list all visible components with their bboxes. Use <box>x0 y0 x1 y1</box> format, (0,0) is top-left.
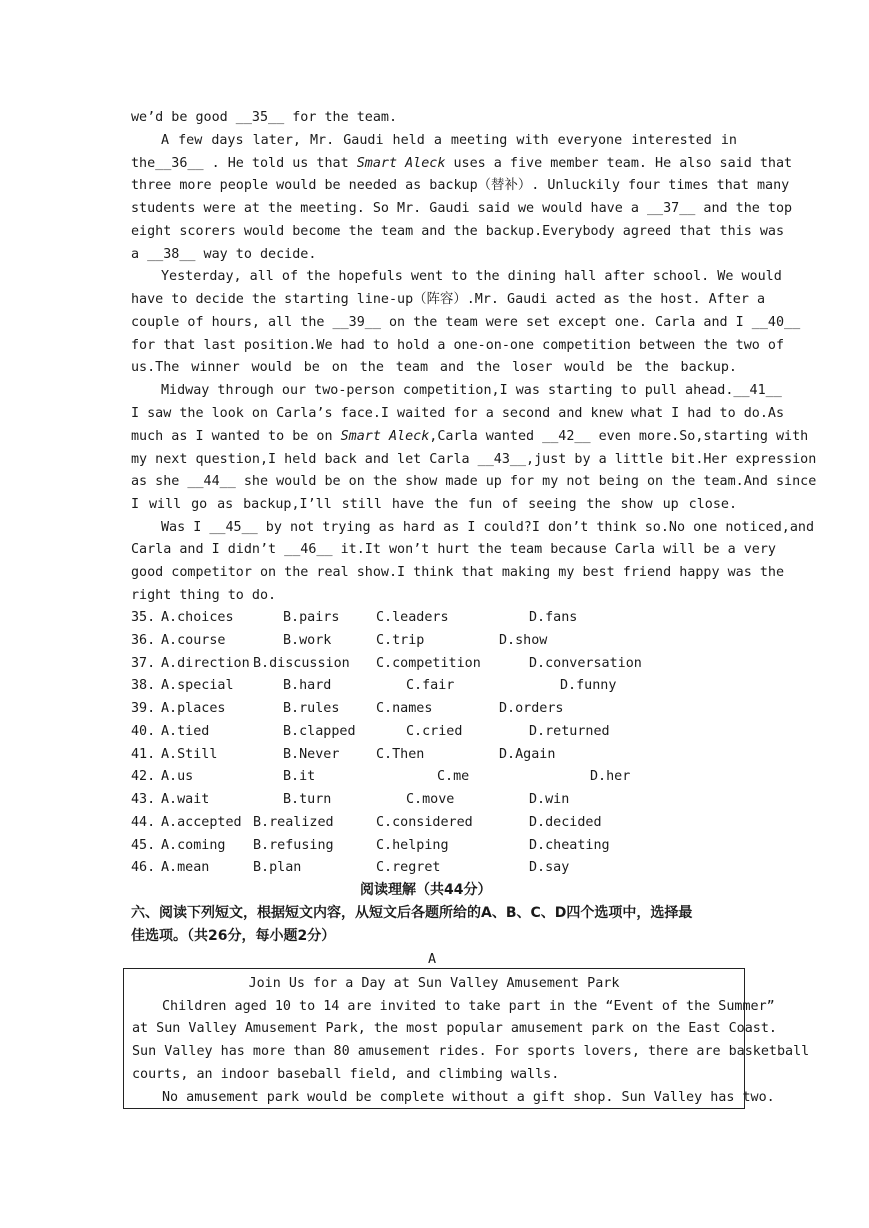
option-d: D.conversation <box>529 655 642 671</box>
option-d: D.win <box>529 792 570 807</box>
question-row <box>131 632 751 650</box>
question-number: 35. <box>131 610 156 625</box>
option-a: A.course <box>161 632 226 648</box>
passage-line: A few days later, Mr. Gaudi held a meeting with everyone interested in <box>161 133 737 148</box>
option-a: A.wait <box>161 792 210 807</box>
article-line: Children aged 10 to 14 are invited to take part in the “Event of the Summer” <box>162 999 775 1014</box>
section-instruction: 佳选项。（共26分，每小题2分） <box>131 928 336 944</box>
question-number: 38. <box>131 678 156 694</box>
option-d: D.returned <box>529 723 610 739</box>
option-b: B.refusing <box>253 837 334 853</box>
option-a: A.places <box>161 701 226 716</box>
option-c: C.competition <box>376 655 481 671</box>
option-a: A.accepted <box>161 814 242 830</box>
option-c: C.considered <box>376 814 473 830</box>
passage-line: much as I wanted to be on Smart Aleck,Carla wanted __42__ even more.So,starting with <box>131 429 809 444</box>
option-c: C.leaders <box>376 610 449 625</box>
option-b: B.hard <box>283 678 332 694</box>
passage-line: my next question,I held back and let Carla __43__,just by a little bit.Her expression <box>131 452 817 467</box>
question-row <box>131 791 751 809</box>
option-a: A.Still <box>161 746 218 762</box>
option-c: C.trip <box>376 632 425 648</box>
option-a: A.coming <box>161 837 226 853</box>
option-b: B.discussion <box>253 655 350 671</box>
option-b: B.pairs <box>283 610 340 625</box>
passage-line: eight scorers would become the team and the backup.Everybody agreed that this was <box>131 224 785 239</box>
passage-line: the__36__ . He told us that Smart Aleck uses a five member team. He also said that <box>131 156 793 171</box>
option-d: D.fans <box>529 610 578 625</box>
option-a: A.choices <box>161 610 234 625</box>
option-c: C.fair <box>406 678 455 694</box>
question-number: 45. <box>131 837 156 853</box>
passage-line: Carla and I didn’t __46__ it.It won’t hurt the team because Carla will be a very <box>131 542 776 557</box>
option-d: D.cheating <box>529 837 610 853</box>
option-d: D.orders <box>499 701 564 716</box>
passage-line: students were at the meeting. So Mr. Gaudi said we would have a __37__ and the top <box>131 201 793 216</box>
option-b: B.plan <box>253 860 302 876</box>
question-row <box>131 814 751 832</box>
option-c: C.me <box>437 769 470 785</box>
option-b: B.Never <box>283 746 340 762</box>
option-d: D.decided <box>529 814 602 830</box>
question-row <box>131 746 751 764</box>
passage-line: couple of hours, all the __39__ on the team were set except one. Carla and I __40__ <box>131 315 801 330</box>
passage-line: as she __44__ she would be on the show made up for my not being on the team.And since <box>131 474 817 489</box>
passage-line: right thing to do. <box>131 588 277 603</box>
question-row <box>131 723 751 741</box>
passage-line: three more people would be needed as backup（替补）. Unluckily four times that many <box>131 178 790 193</box>
article-line: courts, an indoor baseball field, and climbing walls. <box>132 1067 560 1082</box>
option-c: C.regret <box>376 860 441 876</box>
option-d: D.funny <box>560 678 617 694</box>
option-b: B.clapped <box>283 723 356 739</box>
option-c: C.cried <box>406 723 463 739</box>
option-c: C.move <box>406 792 455 807</box>
question-number: 43. <box>131 792 156 807</box>
passage-line: I saw the look on Carla’s face.I waited for a second and knew what I had to do.As <box>131 406 785 421</box>
question-number: 44. <box>131 814 156 830</box>
option-c: C.Then <box>376 746 425 762</box>
passage-letter: A <box>428 952 437 967</box>
question-row <box>131 609 751 627</box>
article-box <box>123 968 810 1109</box>
option-d: D.her <box>590 769 631 785</box>
option-c: C.names <box>376 701 433 716</box>
article-title: Join Us for a Day at Sun Valley Amusement Park <box>248 976 620 991</box>
question-row <box>131 768 751 786</box>
option-b: B.realized <box>253 814 334 830</box>
question-number: 42. <box>131 769 156 785</box>
question-number: 41. <box>131 746 156 762</box>
article-line: No amusement park would be complete without a gift shop. Sun Valley has two. <box>162 1090 775 1105</box>
passage-line: for that last position.We had to hold a one-on-one competition between the two of <box>131 338 785 353</box>
option-a: A.special <box>161 678 234 694</box>
passage-line: a __38__ way to decide. <box>131 247 317 262</box>
option-a: A.us <box>161 769 194 785</box>
passage-line: I will go as backup,I’ll still have the fun of seeing the show up close. <box>131 497 737 512</box>
question-number: 39. <box>131 701 156 716</box>
option-a: A.direction <box>161 655 250 671</box>
option-d: D.Again <box>499 746 556 762</box>
show-title-italic: Smart Aleck <box>356 156 446 171</box>
question-row <box>131 837 751 855</box>
article-line: at Sun Valley Amusement Park, the most popular amusement park on the East Coast. <box>132 1021 777 1036</box>
option-b: B.rules <box>283 701 340 716</box>
question-row <box>131 677 751 695</box>
option-b: B.work <box>283 632 332 648</box>
section-instruction: 六、阅读下列短文，根据短文内容，从短文后各题所给的A、B、C、D四个选项中，选择最 <box>131 905 693 921</box>
option-b: B.it <box>283 769 316 785</box>
question-row <box>131 859 751 877</box>
passage-line: good competitor on the real show.I think that making my best friend happy was the <box>131 565 785 580</box>
article-line: Sun Valley has more than 80 amusement rides. For sports lovers, there are basketball <box>132 1044 810 1059</box>
question-number: 37. <box>131 655 156 671</box>
passage-line: we’d be good __35__ for the team. <box>131 110 398 125</box>
option-c: C.helping <box>376 837 449 853</box>
section-title: 阅读理解（共44分） <box>360 882 492 898</box>
passage-line: Midway through our two-person competition,I was starting to pull ahead.__41__ <box>161 383 782 398</box>
question-number: 46. <box>131 860 156 876</box>
question-number: 36. <box>131 632 156 648</box>
passage-line: Yesterday, all of the hopefuls went to the dining hall after school. We would <box>161 269 782 284</box>
question-number: 40. <box>131 723 156 739</box>
option-a: A.mean <box>161 860 210 876</box>
option-d: D.show <box>499 632 548 648</box>
question-row <box>131 655 751 673</box>
option-d: D.say <box>529 860 570 876</box>
option-b: B.turn <box>283 792 332 807</box>
question-row <box>131 700 751 718</box>
passage-line: Was I __45__ by not trying as hard as I could?I don’t think so.No one noticed,and <box>161 520 815 535</box>
show-title-italic: Smart Aleck <box>340 429 430 444</box>
passage-line: us.The winner would be on the team and the loser would be the backup. <box>131 360 737 375</box>
passage-line: have to decide the starting line-up（阵容）.Mr. Gaudi acted as the host. After a <box>131 292 766 307</box>
option-a: A.tied <box>161 723 210 739</box>
